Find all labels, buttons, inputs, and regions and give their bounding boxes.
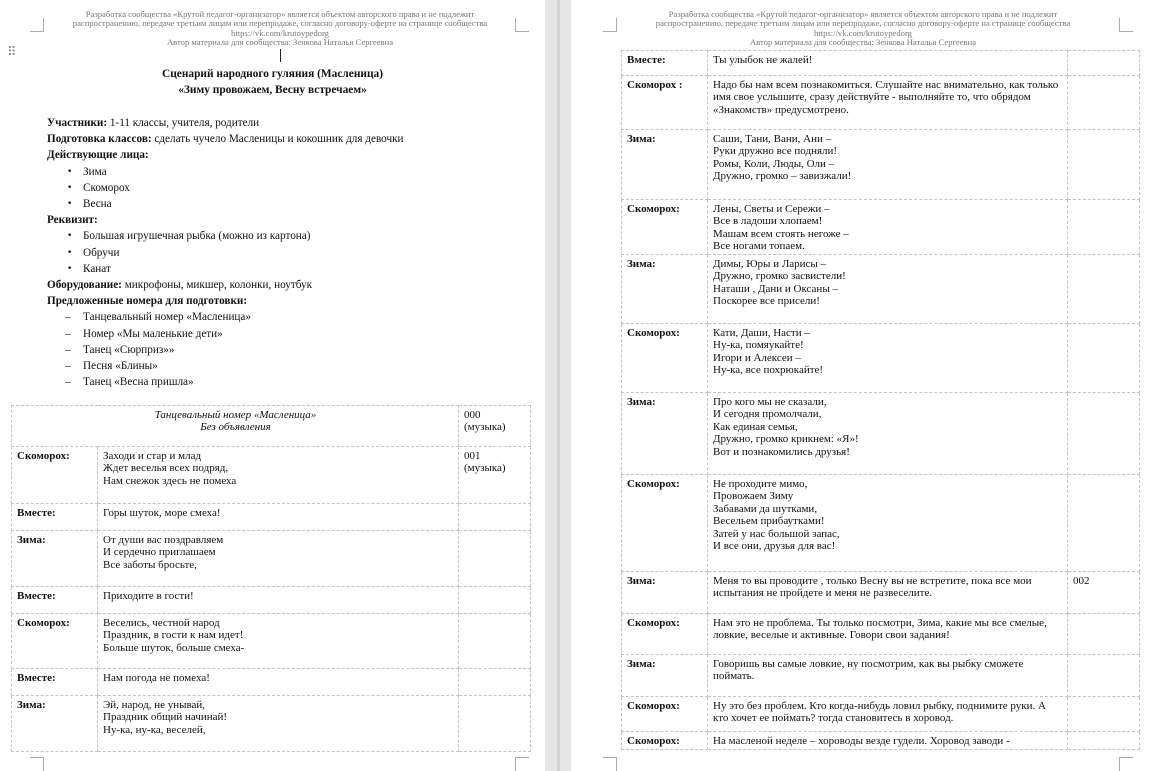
cue-cell[interactable]	[1068, 614, 1140, 655]
cue-cell[interactable]	[1068, 255, 1140, 324]
line-cell[interactable]: На масленой неделе – хороводы везде гудели. Хоровод заводи -	[708, 732, 1068, 750]
bullet-icon: •	[67, 263, 73, 274]
role-cell[interactable]: Вместе:	[12, 504, 98, 531]
role-cell[interactable]: Скоморох:	[622, 324, 708, 393]
table-row	[12, 587, 531, 614]
crop-mark	[1119, 757, 1133, 771]
page-header	[587, 10, 1139, 48]
table-row	[622, 475, 1140, 572]
document-body	[47, 115, 527, 390]
crop-mark	[30, 757, 44, 771]
role-cell[interactable]: Вместе:	[12, 669, 98, 696]
table-row	[622, 130, 1140, 200]
bullet-icon: •	[67, 199, 73, 210]
intro-line: Танцевальный номер «Масленица»	[154, 409, 317, 421]
cue-cell[interactable]	[1068, 655, 1140, 697]
cue-cell[interactable]	[459, 531, 531, 587]
table-row	[622, 200, 1140, 255]
table-row	[622, 76, 1140, 130]
cue-cell[interactable]	[1068, 130, 1140, 200]
list-item: – Танцевальный номер «Масленица»	[47, 309, 527, 325]
cue-cell[interactable]	[1068, 475, 1140, 572]
drag-handle-icon[interactable]: ⠿	[7, 45, 17, 60]
line-cell[interactable]: Надо бы нам всем познакомиться. Слушайте нас внимательно, как только имя свое услышите, сразу действуйте - выполняйте то, что обрядом «Знакомств» предусмотрено.	[708, 76, 1068, 130]
cue-cell[interactable]	[1068, 732, 1140, 750]
line-cell[interactable]: Заходи и стар и млад Ждет веселья всех подряд, Нам снежок здесь не помеха	[98, 447, 459, 504]
role-cell[interactable]: Скоморох:	[622, 697, 708, 732]
line-cell[interactable]: Ты улыбок не жалей!	[708, 51, 1068, 76]
role-cell[interactable]: Скоморох:	[12, 614, 98, 669]
line-cell[interactable]: Нам погода не помеха!	[98, 669, 459, 696]
cue-cell[interactable]: 000 (музыка)	[459, 406, 531, 447]
line-cell[interactable]: Эй, народ, не унывай, Праздник общий начинай! Ну-ка, ну-ка, веселей,	[98, 696, 459, 752]
page-header	[20, 10, 540, 48]
table-row	[12, 447, 531, 504]
role-cell[interactable]: Зима:	[622, 572, 708, 614]
role-cell[interactable]: Зима:	[622, 130, 708, 200]
dash-icon: –	[65, 327, 71, 340]
dash-icon: –	[65, 376, 71, 389]
script-table-left	[11, 405, 531, 752]
table-row	[12, 696, 531, 752]
table-row	[12, 614, 531, 669]
table-row	[622, 732, 1140, 750]
line-cell[interactable]: Лены, Светы и Сережи – Все в ладоши хлопаем! Машам всем стоять негоже – Все ногами топаем.	[708, 200, 1068, 255]
cue-cell[interactable]: 001 (музыка)	[459, 447, 531, 504]
page-left[interactable]	[0, 0, 545, 771]
header-line: Автор материала для сообщества: Зенкова Наталья Сергеевна	[166, 37, 394, 48]
role-cell[interactable]: Зима:	[12, 531, 98, 587]
cue-cell[interactable]	[459, 587, 531, 614]
role-cell[interactable]: Вместе:	[12, 587, 98, 614]
list-item: • Обручи	[47, 245, 527, 261]
line-cell[interactable]: Говоришь вы самые ловкие, ну посмотрим, как вы рыбку сможете поймать.	[708, 655, 1068, 697]
cue-cell[interactable]	[459, 696, 531, 752]
crop-mark	[515, 757, 529, 771]
line-cell[interactable]: Не проходите мимо, Провожаем Зиму Забавами да шутками, Весельем прибаутками! Затей у нас большой запас, И все они, друзья для вас!	[708, 475, 1068, 572]
line-cell[interactable]: Меня то вы проводите , только Весну вы не встретите, пока все мои испытания не пройдете и меня не развеселите.	[708, 572, 1068, 614]
role-cell[interactable]: Скоморох:	[622, 200, 708, 255]
script-table-right	[621, 50, 1140, 750]
list-item: – Танец «Сюрприз»»	[47, 342, 527, 358]
header-line: распространению, передаче третьим лицам или перепродаже, согласно договору-оферте на странице сообщества	[655, 18, 1071, 29]
header-line: Автор материала для сообщества: Зенкова Наталья Сергеевна	[749, 37, 977, 48]
intro-line: Без объявления	[200, 421, 271, 434]
role-cell[interactable]: Зима:	[622, 655, 708, 697]
dash-icon: –	[65, 311, 71, 324]
line-cell[interactable]: Веселись, честной народ Праздник, в гости к нам идет! Больше шуток, больше смеха-	[98, 614, 459, 669]
header-line: распространению, передаче третьим лицам или перепродаже, согласно договору-оферте на странице сообщества	[72, 18, 488, 29]
table-row	[622, 393, 1140, 475]
header-line: Разработка сообщества «Крутой педагог-организатор» является объектом авторского права и не подлежит	[668, 9, 1058, 19]
table-row	[12, 531, 531, 587]
line-cell[interactable]: Нам это не проблема. Ты только посмотри, Зима, какие мы все смелые, ловкие, веселые и активные. Говори свои задания!	[708, 614, 1068, 655]
table-row	[622, 255, 1140, 324]
table-row	[622, 51, 1140, 76]
dash-icon: –	[65, 343, 71, 356]
cue-cell[interactable]	[459, 614, 531, 669]
cue-cell[interactable]	[1068, 697, 1140, 732]
cue-cell[interactable]	[1068, 393, 1140, 475]
table-row	[12, 406, 531, 447]
table-row	[12, 504, 531, 531]
bullet-icon: •	[67, 166, 73, 177]
table-row	[12, 669, 531, 696]
preparation-line: Подготовка классов: сделать чучело Масленицы и кокошник для девочки	[47, 133, 404, 146]
crop-mark	[603, 757, 617, 771]
line-cell[interactable]: Димы, Юры и Ларисы – Дружно, громко засвистели! Наташи , Дани и Оксаны – Поскорее все присели!	[708, 255, 1068, 324]
list-item: • Канат	[47, 261, 527, 277]
table-row	[622, 572, 1140, 614]
line-cell[interactable]: Саши, Тани, Вани, Ани – Руки дружно все подняли! Ромы, Коли, Люды, Оли – Дружно, громко – завизжали!	[708, 130, 1068, 200]
intro-cell[interactable]	[12, 406, 459, 447]
cue-cell[interactable]	[1068, 51, 1140, 76]
line-cell[interactable]: Ну это без проблем. Кто когда-нибудь ловил рыбку, поднимите руки. А кто хочет ее поймать? тогда становитесь в хоровод.	[708, 697, 1068, 732]
role-cell[interactable]: Зима:	[622, 255, 708, 324]
role-cell[interactable]: Зима:	[622, 393, 708, 475]
table-row	[622, 697, 1140, 732]
list-item: – Песня «Блины»	[47, 358, 527, 374]
characters-heading: Действующие лица:	[47, 149, 149, 162]
list-item: • Зима	[47, 164, 527, 180]
header-line: Разработка сообщества «Крутой педагог-организатор» является объектом авторского права и не подлежит	[85, 9, 475, 19]
list-item: – Номер «Мы маленькие дети»	[47, 326, 527, 342]
participants-line: Участники: 1-11 классы, учителя, родители	[47, 117, 260, 129]
text-cursor	[280, 49, 281, 62]
role-cell[interactable]: Скоморох:	[12, 447, 98, 504]
role-cell[interactable]: Скоморох :	[622, 76, 708, 130]
line-cell[interactable]: Горы шуток, море смеха!	[98, 504, 459, 531]
page-right[interactable]	[571, 0, 1157, 771]
table-row	[622, 655, 1140, 697]
numbers-heading: Предложенные номера для подготовки:	[47, 295, 248, 308]
table-row	[622, 324, 1140, 393]
role-cell[interactable]: Скоморох:	[622, 614, 708, 655]
cue-cell[interactable]: 002	[1068, 572, 1140, 614]
cue-cell[interactable]	[1068, 324, 1140, 393]
cue-cell[interactable]	[459, 669, 531, 696]
page-divider	[557, 0, 560, 771]
list-item: • Весна	[47, 196, 527, 212]
dash-icon: –	[65, 360, 71, 373]
list-item: • Скоморох	[47, 180, 527, 196]
line-cell[interactable]: От души вас поздравляем И сердечно приглашаем Все заботы бросьте,	[98, 531, 459, 587]
cue-cell[interactable]	[1068, 76, 1140, 130]
line-cell[interactable]: Приходите в гости!	[98, 587, 459, 614]
header-line: https://vk.com/krutoypedorg	[814, 27, 912, 38]
role-cell[interactable]: Скоморох:	[622, 732, 708, 750]
role-cell[interactable]: Скоморох:	[622, 475, 708, 572]
cue-cell[interactable]	[1068, 200, 1140, 255]
list-item: • Большая игрушечная рыбка (можно из картона)	[47, 228, 527, 244]
line-cell[interactable]: Про кого мы не сказали, И сегодня промолчали, Как единая семья, Дружно, громко крикнем: «Я»! Вот и познакомились друзья!	[708, 393, 1068, 475]
table-row	[622, 614, 1140, 655]
line-cell[interactable]: Кати, Даши, Насти – Ну-ка, помяукайте! Игори и Алексеи – Ну-ка, все похрюкайте!	[708, 324, 1068, 393]
bullet-icon: •	[67, 231, 73, 242]
role-cell[interactable]: Вместе:	[622, 51, 708, 76]
bullet-icon: •	[67, 247, 73, 258]
props-heading: Реквизит:	[47, 214, 98, 227]
header-line: https://vk.com/krutoypedorg	[231, 27, 329, 38]
equipment-line: Оборудование: микрофоны, микшер, колонки, ноутбук	[47, 279, 313, 292]
document-subtitle: «Зиму провожаем, Весну встречаем»	[178, 84, 367, 96]
list-item: – Танец «Весна пришла»	[47, 374, 527, 390]
document-title: Сценарий народного гуляния (Масленица)	[161, 68, 383, 80]
role-cell[interactable]: Зима:	[12, 696, 98, 752]
bullet-icon: •	[67, 182, 73, 193]
cue-cell[interactable]	[459, 504, 531, 531]
